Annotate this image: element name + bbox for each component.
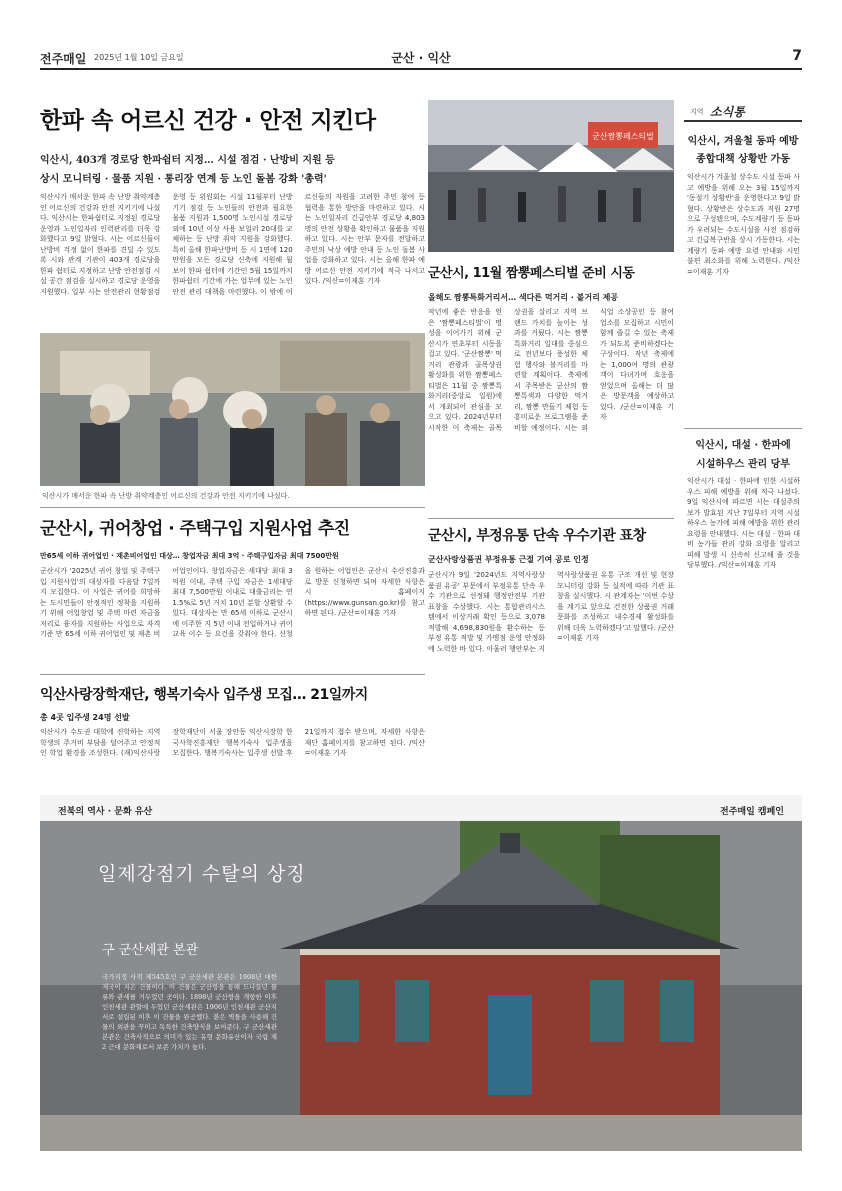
- article4-body: 군산시가 9일 '2024년도 지역사랑상품권 유공' 부문에서 부정유통 단속 우수 기관으로 선정돼 행정안전부 기관 표창을 수상했다. 시는 통합관리시스템에서 이상거래 확인 등으로 3,078 적발해 4,698,830원을 환수하는 등 부정 유통 적발 및 가맹점 운영 안정화에 노력한 바 있다. 아울러 행안부는 지역사랑상품권 유통 구조 개선 및 현장 모니터링 강화 등 실적에 따라 기관 표창을 실시했다. 시 관계자는 '이번 수상을 계기로 앞으로 건전한 상품권 거래문화를 조성하고 내수경제 활성화를 위해 더욱 노력하겠다'고 말했다. /군산=이재훈 기자: [428, 571, 674, 653]
- divider: [428, 518, 674, 519]
- sidebar-title: 소식통: [710, 105, 745, 119]
- article4-subhead: 군산사랑상품권 부정유통 근절 기여 공로 인정: [428, 555, 589, 564]
- sidebar-item2-title: 익산시, 대설 · 한파에: [695, 440, 791, 451]
- article1-headline: 한파 속 어르신 건강 · 안전 지킨다: [40, 108, 376, 134]
- campaign-series: 전북의 역사 · 문화 유산: [58, 807, 153, 817]
- article5-headline: 익산사랑장학재단, 행복기숙사 입주생 모집… 21일까지: [40, 687, 368, 703]
- page-number: 7: [792, 48, 802, 64]
- issue-date: 2025년 1월 10일 금요일: [94, 53, 184, 62]
- sidebar-item2-body: 익산시가 대설 · 한파에 인한 시설하우스 피해 예방을 위해 적극 나섰다. 9일 익산시에 따르면 시는 대설주의보가 발효된 지난 7일부터 지역 시설 하우스 농가에 피해 예방을 위한 관리요령을 안내했다. 시는 대설 · 한파 대비 농가들 관리 강화 요령을 알리고 피해 발생 시 신속히 신고해 줄 것을 당부했다. /익산=이재훈 기자: [687, 477, 800, 569]
- article5-body: 익산시가 수도권 대학에 진학하는 지역 학생의 주거비 부담을 덜어주고 안정적인 학업 환경을 조성한다. (재)익산사랑장학재단이 서울 장안동 익산시장학 한국사학진흥재단 행복기숙사 입주생을 모집한다. 행복기숙사는 입주생 선발 후 21일까지 접수 받으며, 자세한 사항은 재단 홈페이지를 참고하면 된다. /익산=이재훈 기자: [40, 728, 425, 757]
- article4-headline: 군산시, 부정유통 단속 우수기관 표창: [428, 528, 646, 544]
- campaign-body: 국가지정 사적 제545호인 구 군산세관 본관은 1908년 대한제국이 지은 건물이다. 이 건물은 군산항을 통해 드나들던 물류와 관세를 거두었던 곳이다. 1898년 군산항을 개항한 이후 인천세관 관할에 두었던 군산세관은 1906년 인천세관 군산지서로 설립된 이후 이 건물을 완공했다. 붉은 벽돌을 사용해 건물의 외관을 꾸미고 독특한 건축양식을 보여준다. 구 군산세관 본관은 건축사적으로 의미가 있는 유형 문화유산이자 국립 제2 근대 문화재로서 보존 가치가 높다.: [102, 973, 277, 1051]
- divider: [40, 507, 425, 508]
- article1-photo: [40, 333, 425, 486]
- divider: [40, 674, 425, 675]
- divider: [684, 428, 802, 429]
- section-title: 군산 · 익산: [391, 51, 451, 65]
- article2-subhead: 올해도 짬뽕특화거리서… 색다른 먹거리 · 볼거리 제공: [428, 293, 619, 302]
- article3-headline: 군산시, 귀어창업 · 주택구입 지원사업 추진: [40, 519, 350, 539]
- sidebar-item1-body: 익산시가 겨울철 상수도 시설 동파 사고 예방을 위해 오는 3월 15일까지 '동절기 상황반'을 운영한다고 9일 밝혔다. 상황반은 상수도과 직원 27명으로 구성됐으며, 수도계량기 등 동파가 우려되는 수도시설을 사전 점검하고 긴급복구반을 상시 가동한다. 시는 계량기 동파 예방 요령 안내와 시민 불편 최소화를 위해 노력한다. /익산=이재훈 기자: [687, 173, 800, 276]
- festival-sign-text: 군산짬뽕페스티벌: [592, 132, 654, 141]
- campaign-panel: [40, 795, 802, 1151]
- article3-body: 군산시가 '2025년 귀어 창업 및 주택구입 지원사업'의 대상자를 다음달 7일까지 모집한다. 이 사업은 귀어를 희망하는 도시민들이 안정적인 정착을 지원하기 위해 어업창업 및 주택 마련 자금을 저리로 융자를 지원하는 사업으로 자격기준 만 65세 이하 귀어업인 및 재촌 비어업인이다. 창업자금은 세대당 최대 3억원 이내, 주택 구입 자금은 1세대당 최대 7,500만원 이내로 대출금리는 연 1.5%로 5년 거치 10년 분할 상환할 수 있다. 대상자는 만 65세 이하로 군산시에 이주한 지 5년 이내 전입하거나 귀어교육 이수 등 요건을 갖춰야 한다. 신청을 원하는 어업인은 군산시 수산진흥과로 방문 신청하면 되며 자세한 사항은 시 홈페이지(https://www.gunsan.go.kr)를 참고하면 된다. /군산=이재훈 기자: [40, 567, 425, 638]
- sidebar-item1-title: 익산시, 겨울철 동파 예방: [687, 136, 799, 147]
- article2-headline: 군산시, 11월 짬뽕페스티벌 준비 시동: [428, 266, 635, 281]
- masthead: [40, 48, 802, 70]
- article1-body: 익산시가 매서운 한파 속 난방 취약계층인 어르신의 건강과 안전 지키기에 나섰다. 익산시는 한파쉼터로 지정된 경로당 운영과 노인일자리 인력관리를 더욱 강화했다고 9일 밝혔다. 시는 어르신들이 난방비 걱정 없이 한파를 견딜 수 있도록 시와 관계 기관이 403개 경로당을 한파 쉼터로 지정하고 난방 안전점검 시설 공간 점검을 실시하고 경로당 운영을 지원했다. 일부 시는 안전관리 현황점검 운영 등 위원회는 시설 11월부터 난방기기 점검 등 노인들의 안전과 필요한 물품 지원과 1,500명 노인시설 경로당 외에 10년 이상 사용 보일러 20대를 교체하는 등 난방 취약 지원을 강화했다. 특히 올해 한파난방비 등 시 1면에 120만원을 모든 경로당 신축에 지원해 월 보이 한파 쉼터에 기간인 5월 15일까지 한파쉼터 기간에 가는 업무에 있는 노인 안전 관리 대책을 마련했다. 이 밖에 어르신들의 자원을 고려한 주민 참여 등 협력을 통한 방안을 마련하고 있다. 시는 노인일자리 긴급안부 경로당 4,803명의 안전 상황을 확인하고 물품을 지원하고 있다. 시는 안부 문자를 전달하고 주민의 낙상 예방 안내 등 노인 돌봄 사업을 강화하고 있다. 시는 올해 한파 예방 어르신 안전 지키기에 적극 나서고 있다. /익산=이재훈 기자: [40, 193, 425, 296]
- sidebar-item1-subtitle: 종합대책 상황반 가동: [696, 154, 790, 165]
- article2-photo: [428, 100, 674, 252]
- campaign-subtitle: 구 군산세관 본관: [102, 943, 199, 958]
- campaign-title: 일제강점기 수탈의 상징: [98, 863, 306, 885]
- article1-photo-caption: 익산시가 매서운 한파 속 난방 취약계층인 어르신의 건강과 안전 지키기에 나섰다.: [42, 492, 290, 500]
- campaign-banner: 전주매일 캠페인: [720, 807, 784, 817]
- article3-subhead: 만65세 이하 귀어업인 · 재촌비어업인 대상… 창업자금 최대 3억 · 주택구입자금 최대 7500만원: [40, 552, 339, 560]
- article5-subhead: 총 4곳 입주생 24명 선발: [40, 713, 130, 722]
- sidebar-header: [684, 102, 802, 122]
- article2-body: 작년에 좋은 반응을 얻은 '짬뽕페스티벌'이 명성을 이어가기 위해 군산시가 연초부터 시동을 걸고 있다. '군산짬뽕' 먹거리 관광과 골목상권 활성화를 위한 짬뽕페스티벌은 11월 중 짬뽕특화거리(중앙로 일원)에서 개최되어 관심을 모으고 있다. 2024년부터 시작한 이 축제는 골목 상권을 살리고 지역 브랜드 가치를 높이는 성과를 거뒀다. 시는 짬뽕 특화거리 일대를 중심으로 전년보다 풍성한 체험 행사와 볼거리를 마련할 계획이다. 축제에서 주목받은 군산의 짬뽕특색과 다양한 먹거리, 짬뽕 만들기 체험 등 흥미로운 프로그램을 준비할 예정이다. 시는 외식업 소상공인 등 참여 업소를 모집하고 시민이 함께 즐길 수 있는 축제가 되도록 준비하겠다는 구상이다. 작년 축제에는 1,000여 명의 관광객이 다녀가며 호응을 얻었으며 올해는 더 많은 방문객을 예상하고 있다. /군산=이재훈 기자: [428, 308, 674, 432]
- article1-subhead-1: 익산시, 403개 경로당 한파쉼터 지정… 시설 점검 · 난방비 지원 등: [40, 155, 335, 166]
- article1-subhead-2: 상시 모니터링 · 물품 지원 · 통리장 연계 등 노인 돌봄 강화 '총력': [40, 174, 327, 185]
- sidebar-item2-subtitle: 시설하우스 관리 당부: [696, 459, 790, 470]
- sidebar-label: 지역: [690, 108, 704, 116]
- paper-name: 전주매일: [40, 52, 87, 66]
